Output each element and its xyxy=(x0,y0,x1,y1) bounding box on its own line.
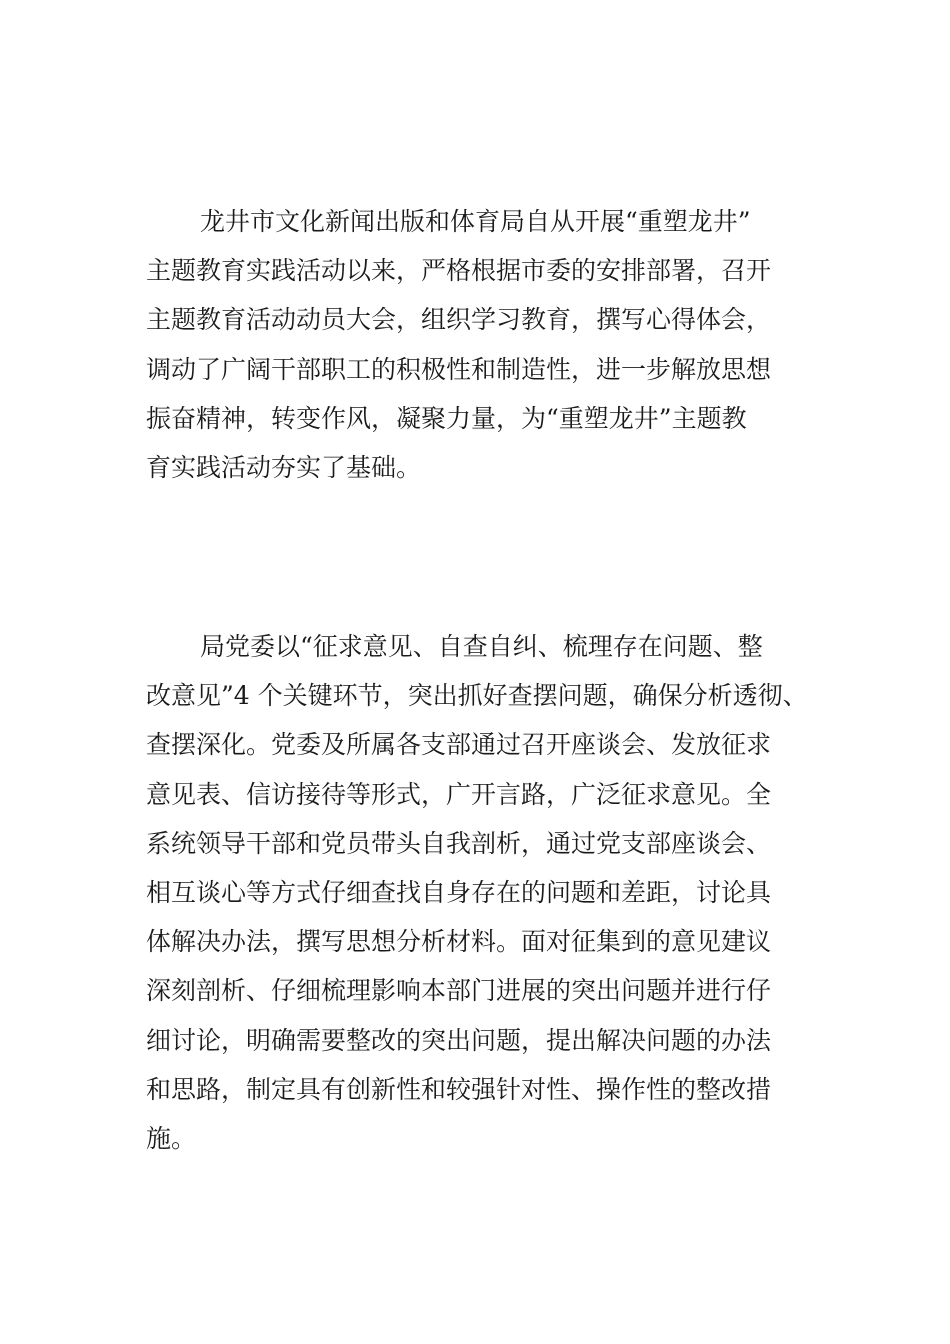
paragraph-line: 细讨论，明确需要整改的突出问题，提出解决问题的办法 xyxy=(146,1025,772,1055)
paragraph-line: 系统领导干部和党员带头自我剖析，通过党支部座谈会、 xyxy=(146,828,772,858)
paragraph-line: 局党委以“征求意见、自查自纠、梳理存在问题、整 xyxy=(200,632,763,661)
paragraph-line: 相互谈心等方式仔细查找自身存在的问题和差距，讨论具 xyxy=(146,877,772,907)
paragraph-line: 意见表、信访接待等形式，广开言路，广泛征求意见。全 xyxy=(146,779,772,809)
paragraph-line: 主题教育活动动员大会，组织学习教育，撰写心得体会， xyxy=(146,305,772,335)
paragraph-line: 调动了广阔干部职工的积极性和制造性，进一步解放思想 xyxy=(146,354,772,384)
paragraph-1 xyxy=(146,197,826,492)
paragraph-line: 改意见”4 个关键环节，突出抓好查摆问题，确保分析透彻、 xyxy=(146,681,808,711)
paragraph-line: 深刻剖析、仔细梳理影响本部门进展的突出问题并进行仔 xyxy=(146,976,772,1006)
paragraph-line: 施。 xyxy=(146,1123,197,1153)
paragraph-line: 和思路，制定具有创新性和较强针对性、操作性的整改措 xyxy=(146,1074,772,1104)
paragraph-line: 体解决办法，撰写思想分析材料。面对征集到的意见建议 xyxy=(146,927,772,957)
paragraph-line: 振奋精神，转变作风，凝聚力量，为“重塑龙井”主题教 xyxy=(146,403,747,433)
paragraph-line: 查摆深化。党委及所属各支部通过召开座谈会、发放征求 xyxy=(146,730,772,760)
paragraph-line: 龙井市文化新闻出版和体育局自从开展“重塑龙井” xyxy=(200,207,751,236)
paragraph-2 xyxy=(146,622,826,1163)
paragraph-line: 育实践活动夯实了基础。 xyxy=(146,452,422,482)
paragraph-line: 主题教育实践活动以来，严格根据市委的安排部署，召开 xyxy=(146,256,772,286)
